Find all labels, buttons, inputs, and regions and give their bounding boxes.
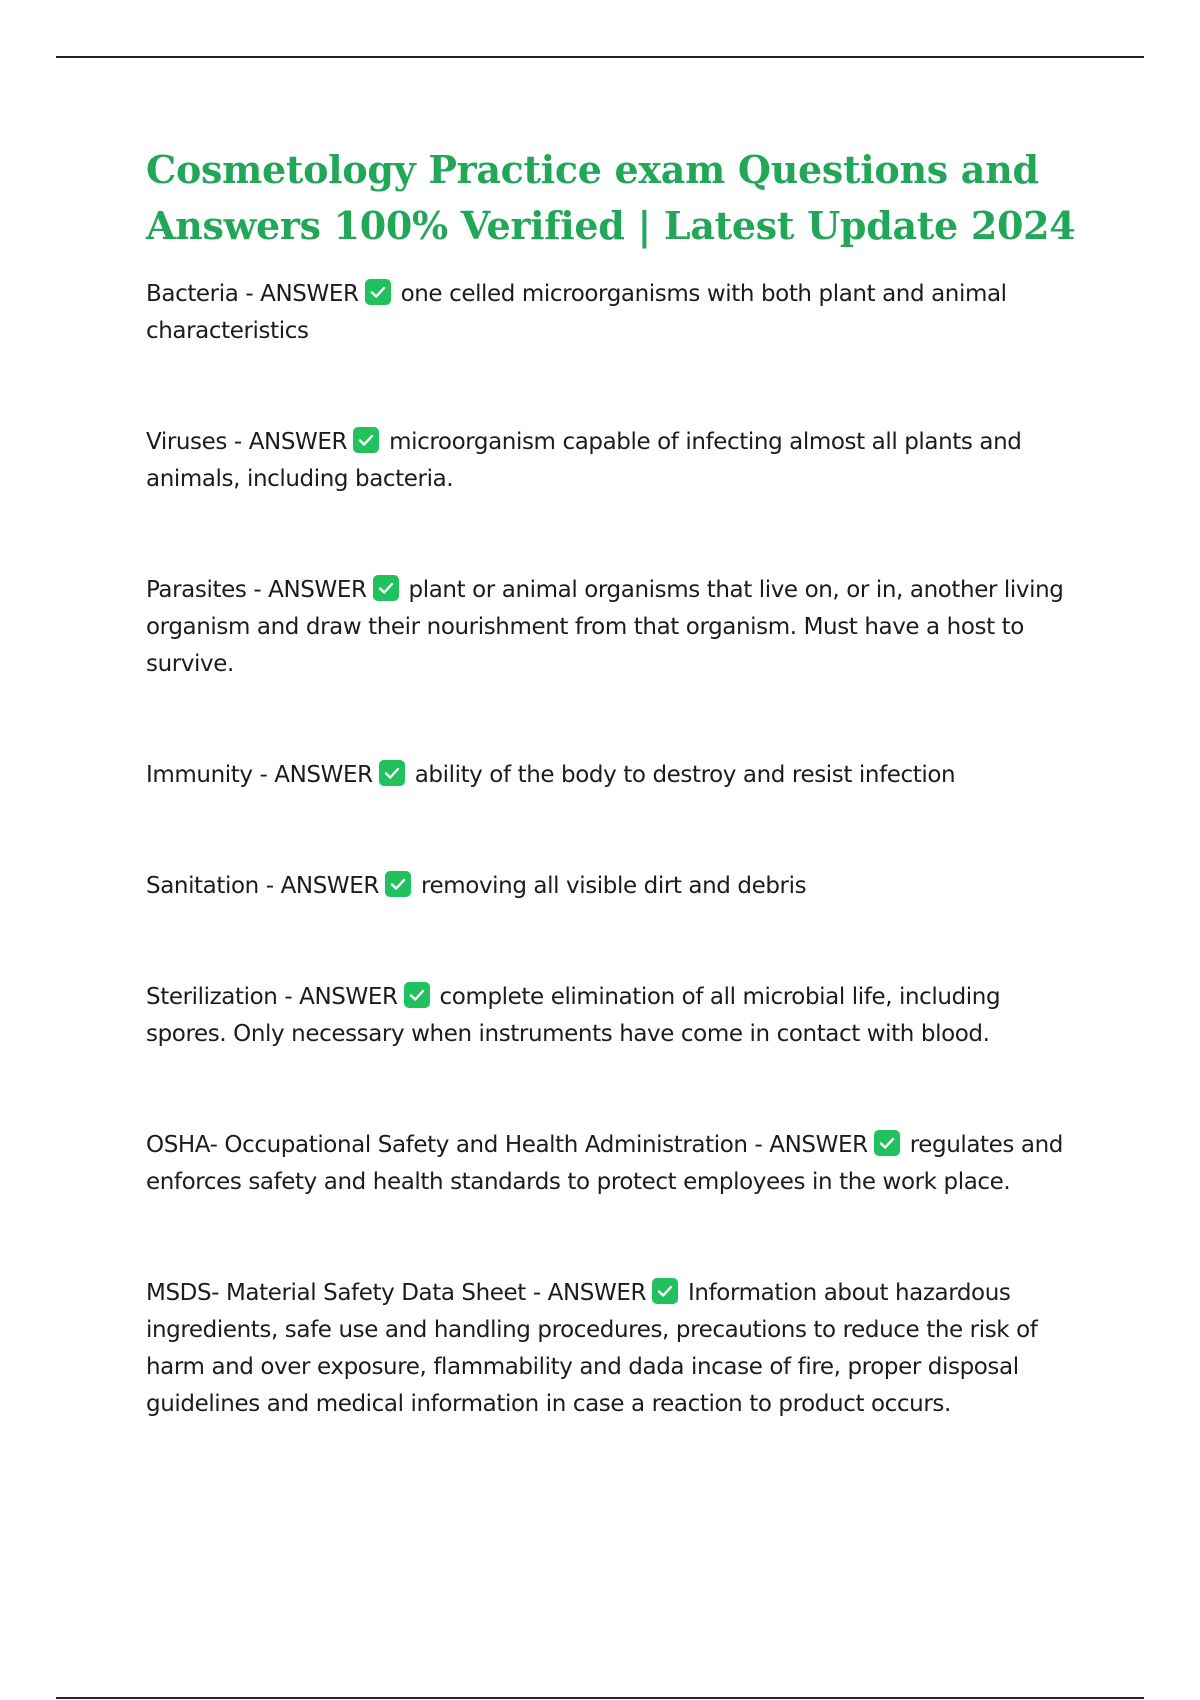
qa-entry	[146, 979, 1086, 1053]
green-checkbox-icon	[373, 575, 399, 601]
document-body	[146, 142, 1086, 1423]
qa-entry	[146, 757, 1086, 794]
entry-term: Immunity -	[146, 762, 275, 788]
answer-label: ANSWER	[299, 984, 398, 1010]
green-checkbox-icon	[385, 871, 411, 897]
qa-entry	[146, 276, 1086, 350]
entry-definition: complete elimination of all microbial life, including spores. Only necessary when instruments have come in contact with blood.	[146, 984, 1001, 1047]
answer-label: ANSWER	[547, 1280, 647, 1306]
green-checkbox-icon	[365, 279, 391, 305]
entry-term: MSDS- Material Safety Data Sheet -	[146, 1280, 548, 1306]
answer-label: ANSWER	[248, 429, 348, 455]
entry-definition: microorganism capable of infecting almost all plants and animals, including bacteria.	[146, 429, 1022, 492]
answer-label: ANSWER	[769, 1132, 868, 1158]
green-checkbox-icon	[379, 760, 405, 786]
entry-term: Sanitation -	[146, 873, 281, 899]
page-title: Cosmetology Practice exam Questions and Answers 100% Verified | Latest Update 2024	[146, 147, 1076, 248]
entry-term: OSHA- Occupational Safety and Health Administration -	[146, 1132, 770, 1158]
green-checkbox-icon	[874, 1130, 900, 1156]
answer-label: ANSWER	[274, 762, 373, 788]
entry-term: Bacteria -	[146, 281, 261, 307]
green-checkbox-icon	[652, 1278, 678, 1304]
entry-definition: ability of the body to destroy and resist infection	[414, 762, 956, 788]
entry-definition: plant or animal organisms that live on, or in, another living organism and draw their nourishment from that organism. Must have a host to survive.	[146, 577, 1064, 677]
entry-term: Parasites -	[146, 577, 269, 603]
entry-term: Sterilization -	[146, 984, 300, 1010]
entry-definition: removing all visible dirt and debris	[420, 873, 807, 899]
entry-definition: regulates and enforces safety and health standards to protect employees in the work place.	[146, 1132, 1063, 1195]
qa-entry	[146, 572, 1086, 683]
entry-definition: one celled microorganisms with both plant and animal characteristics	[146, 281, 1007, 344]
qa-entry	[146, 1275, 1086, 1423]
answer-label: ANSWER	[268, 577, 367, 603]
entry-definition: Information about hazardous ingredients, safe use and handling procedures, precautions to reduce the risk of harm and over exposure, flammability and dada incase of fire, proper disposal guidelines and medical information in case a reaction to product occurs.	[146, 1280, 1038, 1417]
qa-entry	[146, 1127, 1086, 1201]
answer-label: ANSWER	[260, 281, 359, 307]
answer-label: ANSWER	[280, 873, 379, 899]
bottom-divider	[56, 1697, 1144, 1699]
top-divider	[56, 56, 1144, 58]
entry-term: Viruses -	[146, 429, 249, 455]
green-checkbox-icon	[404, 982, 430, 1008]
green-checkbox-icon	[353, 427, 379, 453]
qa-entry	[146, 868, 1086, 905]
qa-entry	[146, 424, 1086, 498]
